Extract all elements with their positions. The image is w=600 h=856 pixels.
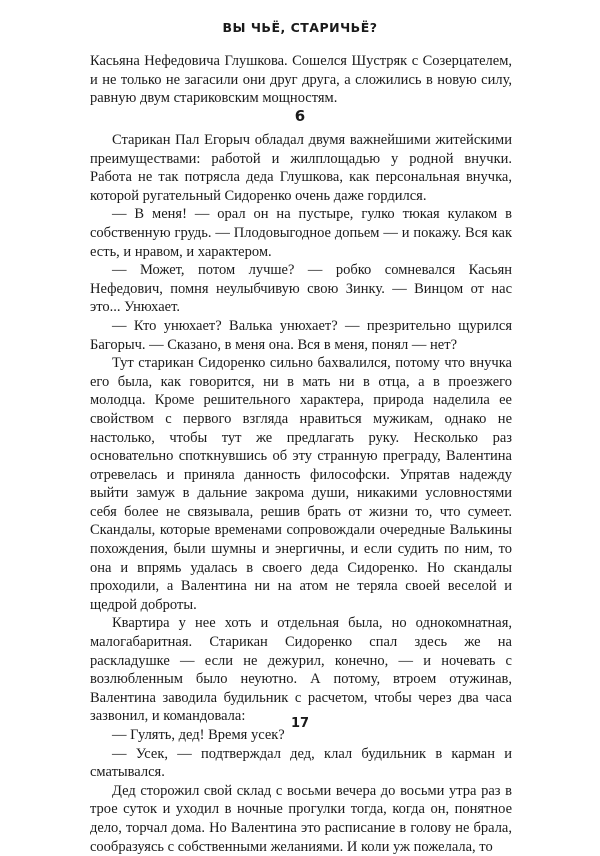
- paragraph: Старикан Пал Егорыч обладал двумя важнейшими житейскими преимуществами: работой и жилплощадью у родной внучки. Работа не так потрясла деда Глушкова, как персональная внучка, которой ругательный Сидоренко очень даже гордился.: [90, 132, 512, 204]
- paragraph: — В меня! — орал он на пустыре, гулко тюкая кулаком в собственную грудь. — Плодовыгодное допьем — и покажу. Вся как есть, и нравом, и характером.: [90, 206, 512, 260]
- page-number: 17: [290, 716, 310, 731]
- paragraph: Квартира у нее хоть и отдельная была, но однокомнатная, малогабаритная. Старикан Сидоренко спал здесь же на раскладушке — если не дежурил, конечно, — и ночевать с возлюбленным было неуютно. А потому, втроем отужинав, Валентина заводила будильник с расчетом, чтобы через два часа зазвонил, и командовала:: [90, 615, 512, 725]
- intro-paragraph: Касьяна Нефедовича Глушкова. Сошелся Шустряк с Созерцателем, и не только не загасили они друг друга, а сложились в новую силу, равную двум стариковским мощностям.: [90, 53, 512, 107]
- paragraph: — Может, потом лучше? — робко сомневался Касьян Нефедович, помня неулыбчивую свою Зинку. — Винцом от нас это... Унюхает.: [90, 262, 512, 316]
- chapter-number: 6: [294, 107, 306, 125]
- paragraph: — Кто унюхает? Валька унюхает? — презрительно щурился Багорыч. — Сказано, в меня она. Вся в меня, понял — нет?: [90, 317, 512, 353]
- chapter-text-block: [90, 131, 512, 856]
- running-head: ВЫ ЧЬЁ, СТАРИЧЬЁ?: [222, 20, 378, 35]
- paragraph: — Гулять, дед! Время усек?: [112, 727, 285, 743]
- paragraph: Тут старикан Сидоренко сильно бахвалился, потому что внучка его была, как говорится, ни в мать ни в отца, а в проезжего молодца. Кроме решительного характера, природа наделила ее свойством с первого взгляда нравиться мужикам, однако не настолько, чтобы тут же предлагать руку. Несколько раз основательно споткнувшись об эту странную преграду, Валентина отревелась и приняла данность философски. Упрятав надежду выйти замуж в дальние закрома души, никакими условностями себя более не связывала, решив брать от жизни то, что сумеет. Скандалы, которые временами сопровождали очередные Валькины похождения, были шумны и энергичны, и если судить по ним, то она и впрямь удалась в своего деда Сидоренко. Но скандалы проходили, а Валентина ни на атом не теряла своей веселой и щедрой доброты.: [90, 355, 512, 613]
- paragraph: — Усек, — подтверждал дед, клал будильник в карман и сматывался.: [90, 745, 512, 781]
- paragraph: Дед сторожил свой склад с восьми вечера до восьми утра раз в трое суток и уходил в ночные прогулки тогда, когда он, понятное дело, торчал дома. Но Валентина это расписание в голову не брала, сообразуясь с собственными желаниями. И коли уж пожелала, то: [90, 782, 512, 855]
- intro-text-block: [90, 52, 512, 108]
